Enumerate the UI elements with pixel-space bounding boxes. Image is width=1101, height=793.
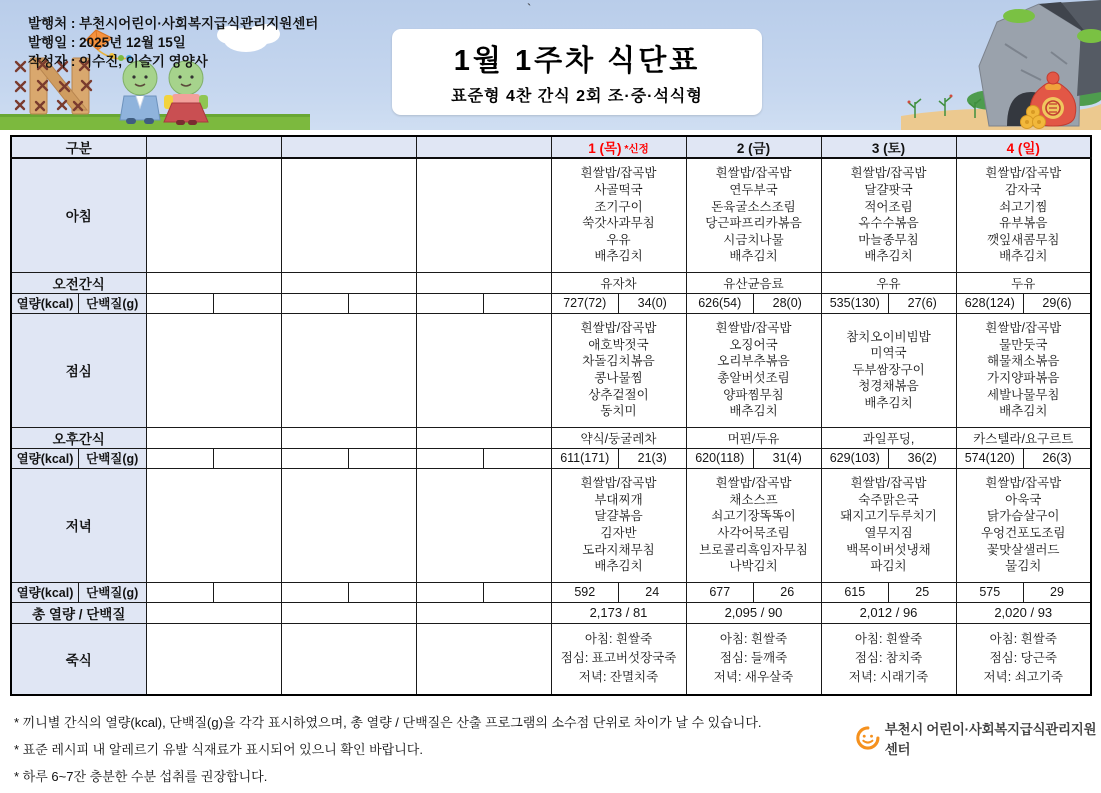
- pm-snack-3: [416, 427, 551, 448]
- row-label-lunch: 점심: [11, 313, 146, 427]
- day-label: 4 (일): [1006, 141, 1040, 156]
- total-value-6: 2,012 / 96: [821, 602, 956, 623]
- breakfast-menu-2: [281, 158, 416, 272]
- menu-item: 흰쌀밥/잡곡밥: [580, 166, 657, 181]
- day-header-4: [551, 136, 686, 158]
- menu-item: 차돌김치볶음: [582, 354, 655, 369]
- protein-value-5: 28(0): [754, 293, 822, 313]
- menu-item: 배추김치: [594, 249, 643, 264]
- porridge-row: [11, 623, 1091, 695]
- protein-value-4: 24: [619, 582, 687, 602]
- day-header-3: [416, 136, 551, 158]
- dinner-menu-6: [821, 468, 956, 582]
- author-line: 작성자 : 이수진, 이슬기 영양사: [28, 54, 208, 69]
- kcal-value-6: 629(103): [821, 448, 889, 468]
- menu-item: 조기구이: [594, 199, 643, 214]
- breakfast-menu-4: [551, 158, 686, 272]
- menu-item: 깻잎새콤무침: [987, 232, 1060, 247]
- breakfast-menu-1: [146, 158, 281, 272]
- kcal-value-7: 574(120): [956, 448, 1024, 468]
- protein-value-1: [214, 582, 282, 602]
- dinner-menu-1: [146, 468, 281, 582]
- menu-item: 흰쌀밥/잡곡밥: [715, 166, 792, 181]
- protein-value-7: 29(6): [1024, 293, 1092, 313]
- protein-value-4: 34(0): [619, 293, 687, 313]
- menu-item: 꽃맛살샐러드: [987, 542, 1060, 557]
- menu-item: 참치오이비빔밥: [846, 329, 931, 344]
- protein-value-6: 36(2): [889, 448, 957, 468]
- porridge-menu-3: [416, 623, 551, 695]
- total-value-4: 2,173 / 81: [551, 602, 686, 623]
- menu-item: 쇠고기장똑똑이: [711, 509, 796, 524]
- menu-item: 쇠고기찜: [999, 199, 1048, 214]
- protein-value-1: [214, 293, 282, 313]
- lunch-energy-row: [11, 448, 1091, 468]
- dinner-menu-3: [416, 468, 551, 582]
- protein-value-5: 26: [754, 582, 822, 602]
- row-label-dinner: 저녁: [11, 468, 146, 582]
- porridge-item: 저녁: 시래기죽: [848, 670, 929, 685]
- kcal-value-2: [281, 448, 349, 468]
- day-label: 3 (토): [871, 141, 906, 156]
- row-label-total: 총 열량 / 단백질: [11, 602, 146, 623]
- menu-item: 청경채볶음: [858, 379, 919, 394]
- porridge-item: 점심: 당근죽: [989, 651, 1057, 666]
- menu-item: 배추김치: [864, 249, 913, 264]
- am-snack-row: [11, 272, 1091, 293]
- day-header-6: [821, 136, 956, 158]
- kcal-value-4: 727(72): [551, 293, 619, 313]
- row-label-kcal: 열량(kcal): [11, 582, 79, 602]
- pm-snack-row: [11, 427, 1091, 448]
- porridge-item: 아침: 흰쌀죽: [854, 632, 923, 647]
- lunch-menu-1: [146, 313, 281, 427]
- pm-snack-5: 머핀/두유: [686, 427, 821, 448]
- menu-item: 달걀볶음: [594, 509, 643, 524]
- menu-item: 흰쌀밥/잡곡밥: [985, 321, 1062, 336]
- kcal-value-4: 611(171): [551, 448, 619, 468]
- pm-snack-6: 과일푸딩,: [821, 427, 956, 448]
- menu-item: 연두부국: [729, 183, 778, 198]
- kcal-value-7: 628(124): [956, 293, 1024, 313]
- dinner-row: [11, 468, 1091, 582]
- menu-item: 흰쌀밥/잡곡밥: [580, 321, 657, 336]
- porridge-item: 점심: 표고버섯장국죽: [560, 651, 677, 666]
- lunch-menu-4: [551, 313, 686, 427]
- menu-item: 양파찜무침: [723, 387, 784, 402]
- porridge-menu-6: [821, 623, 956, 695]
- menu-item: 당근파프리카볶음: [705, 216, 802, 231]
- smiley-face-icon: [856, 725, 880, 751]
- footnotes: [14, 712, 762, 793]
- menu-item: 감자국: [1005, 183, 1042, 198]
- total-value-1: [146, 602, 281, 623]
- total-value-7: 2,020 / 93: [956, 602, 1091, 623]
- day-header-7: [956, 136, 1091, 158]
- menu-item: 해물채소볶음: [987, 354, 1060, 369]
- protein-value-3: [484, 582, 552, 602]
- lunch-menu-2: [281, 313, 416, 427]
- row-label-protein: 단백질(g): [79, 448, 147, 468]
- porridge-item: 저녁: 쇠고기죽: [983, 670, 1063, 685]
- menu-item: 배추김치: [729, 404, 778, 419]
- menu-item: 배추김치: [999, 404, 1048, 419]
- kcal-value-7: 575: [956, 582, 1024, 602]
- menu-item: 세발나물무침: [987, 387, 1060, 402]
- menu-item: 오징어국: [729, 337, 778, 352]
- breakfast-menu-5: [686, 158, 821, 272]
- porridge-menu-2: [281, 623, 416, 695]
- kcal-value-3: [416, 293, 484, 313]
- porridge-item: 아침: 흰쌀죽: [719, 632, 788, 647]
- row-label-protein: 단백질(g): [79, 293, 147, 313]
- dinner-menu-7: [956, 468, 1091, 582]
- row-label-protein: 단백질(g): [79, 582, 147, 602]
- am-snack-3: [416, 272, 551, 293]
- table-header-row: [11, 136, 1091, 158]
- am-snack-7: 두유: [956, 272, 1091, 293]
- breakfast-menu-6: [821, 158, 956, 272]
- protein-value-5: 31(4): [754, 448, 822, 468]
- menu-item: 숙주맑은국: [858, 492, 919, 507]
- breakfast-menu-7: [956, 158, 1091, 272]
- porridge-menu-7: [956, 623, 1091, 695]
- row-label-kcal: 열량(kcal): [11, 448, 79, 468]
- row-label-am-snack: 오전간식: [11, 272, 146, 293]
- protein-value-2: [349, 293, 417, 313]
- menu-item: 유부볶음: [999, 216, 1048, 231]
- menu-item: 물김치: [1005, 559, 1042, 574]
- menu-item: 도라지채무침: [582, 542, 655, 557]
- protein-value-2: [349, 582, 417, 602]
- menu-item: 아욱국: [1005, 492, 1042, 507]
- am-snack-6: 우유: [821, 272, 956, 293]
- menu-item: 흰쌀밥/잡곡밥: [580, 476, 657, 491]
- dinner-menu-5: [686, 468, 821, 582]
- menu-item: 가지양파볶음: [987, 371, 1060, 385]
- kcal-value-1: [146, 448, 214, 468]
- pm-snack-4: 약식/둥굴레차: [551, 427, 686, 448]
- publication-info: [28, 14, 318, 71]
- menu-item: 상추겉절이: [588, 387, 649, 402]
- dinner-energy-row: [11, 582, 1091, 602]
- menu-item: 나박김치: [729, 559, 778, 574]
- row-label-porridge: 죽식: [11, 623, 146, 695]
- lunch-menu-7: [956, 313, 1091, 427]
- menu-item: 흰쌀밥/잡곡밥: [985, 476, 1062, 491]
- breakfast-row: [11, 158, 1091, 272]
- pm-snack-7: 카스텔라/요구르트: [956, 427, 1091, 448]
- publisher-line: 발행처 : 부천시어린이·사회복지급식관리지원센터: [28, 16, 319, 31]
- footer-logo: [856, 718, 1101, 758]
- menu-table: [10, 135, 1092, 696]
- protein-value-7: 26(3): [1024, 448, 1092, 468]
- menu-item: 오리부추볶음: [717, 354, 790, 369]
- page-subtitle: 표준형 4찬 간식 2회 조·중·석식형: [451, 88, 703, 105]
- porridge-item: 저녁: 잔멸치죽: [578, 670, 659, 685]
- kcal-value-5: 626(54): [686, 293, 754, 313]
- menu-item: 마늘종무침: [858, 232, 919, 247]
- breakfast-menu-3: [416, 158, 551, 272]
- day-note: *신정: [621, 143, 649, 155]
- protein-value-7: 29: [1024, 582, 1092, 602]
- kcal-value-1: [146, 293, 214, 313]
- lunch-menu-5: [686, 313, 821, 427]
- kcal-value-6: 615: [821, 582, 889, 602]
- kcal-value-6: 535(130): [821, 293, 889, 313]
- protein-value-1: [214, 448, 282, 468]
- am-snack-1: [146, 272, 281, 293]
- dinner-menu-4: [551, 468, 686, 582]
- lunch-menu-3: [416, 313, 551, 427]
- menu-item: 흰쌀밥/잡곡밥: [715, 476, 792, 491]
- total-value-2: [281, 602, 416, 623]
- menu-item: 물만둣국: [999, 337, 1048, 352]
- menu-item: 돼지고기두루치기: [840, 509, 937, 524]
- menu-item: 배추김치: [999, 249, 1048, 264]
- row-label-breakfast: 아침: [11, 158, 146, 272]
- porridge-item: 아침: 흰쌀죽: [989, 632, 1057, 647]
- dinner-menu-2: [281, 468, 416, 582]
- row-label-pm-snack: 오후간식: [11, 427, 146, 448]
- menu-item: 미역국: [870, 346, 907, 361]
- kcal-value-5: 677: [686, 582, 754, 602]
- menu-item: 콩나물찜: [594, 371, 643, 385]
- menu-item: 브로콜리흑임자무침: [699, 542, 808, 557]
- stray-mark: `: [527, 1, 532, 16]
- total-value-5: 2,095 / 90: [686, 602, 821, 623]
- menu-item: 우유: [606, 232, 631, 247]
- kcal-value-2: [281, 293, 349, 313]
- menu-item: 파김치: [870, 559, 907, 574]
- menu-item: 채소스프: [729, 492, 778, 507]
- day-label: 2 (금): [736, 141, 771, 156]
- menu-item: 시금치나물: [723, 232, 784, 247]
- kcal-value-3: [416, 448, 484, 468]
- menu-item: 사골떡국: [594, 183, 643, 198]
- porridge-item: 점심: 참치죽: [854, 651, 923, 666]
- breakfast-energy-row: [11, 293, 1091, 313]
- corner-header: 구분: [11, 136, 146, 158]
- menu-item: 달걀팟국: [864, 183, 913, 198]
- protein-value-3: [484, 448, 552, 468]
- kcal-value-5: 620(118): [686, 448, 754, 468]
- menu-item: 사각어묵조림: [717, 526, 790, 540]
- menu-item: 돈육굴소스조림: [711, 199, 796, 214]
- kcal-value-1: [146, 582, 214, 602]
- menu-item: 흰쌀밥/잡곡밥: [985, 166, 1062, 181]
- protein-value-3: [484, 293, 552, 313]
- menu-item: 동치미: [600, 404, 637, 419]
- porridge-item: 아침: 흰쌀죽: [584, 632, 653, 647]
- menu-item: 적어조림: [864, 199, 913, 214]
- day-label: 1 (목): [588, 141, 622, 156]
- menu-item: 배추김치: [594, 559, 643, 574]
- am-snack-2: [281, 272, 416, 293]
- footnote-line: * 표준 레시피 내 알레르기 유발 식재료가 표시되어 있으니 확인 바랍니다.: [14, 742, 423, 757]
- total-value-3: [416, 602, 551, 623]
- issue-date-line: 발행일 : 2025년 12월 15일: [28, 35, 186, 50]
- menu-item: 흰쌀밥/잡곡밥: [715, 321, 792, 336]
- pm-snack-1: [146, 427, 281, 448]
- porridge-menu-1: [146, 623, 281, 695]
- menu-item: 우엉건포도조림: [980, 526, 1066, 540]
- menu-item: 옥수수볶음: [858, 216, 919, 231]
- page-title: 1월 1주차 식단표: [453, 45, 701, 77]
- porridge-item: 점심: 들깨죽: [719, 651, 788, 666]
- menu-item: 쑥갓사과무침: [582, 216, 655, 231]
- footnote-line: * 하루 6~7잔 충분한 수분 섭취를 권장합니다.: [14, 769, 268, 784]
- am-snack-5: 유산균음료: [686, 272, 821, 293]
- header-banner: [0, 0, 1101, 130]
- menu-item: 배추김치: [729, 249, 778, 264]
- menu-item: 애호박젓국: [588, 337, 649, 352]
- day-header-1: [146, 136, 281, 158]
- footnote-line: * 끼니별 간식의 열량(kcal), 단백질(g)을 각각 표시하였으며, 총 열량 / 단백질은 산출 프로그램의 소수점 단위로 차이가 날 수 있습니다.: [14, 715, 762, 730]
- row-label-kcal: 열량(kcal): [11, 293, 79, 313]
- kcal-value-4: 592: [551, 582, 619, 602]
- day-header-2: [281, 136, 416, 158]
- total-row: [11, 602, 1091, 623]
- right-illustration: [901, 0, 1101, 130]
- menu-item: 총알버섯조림: [717, 371, 790, 385]
- menu-item: 열무지짐: [864, 526, 913, 540]
- pm-snack-2: [281, 427, 416, 448]
- kcal-value-3: [416, 582, 484, 602]
- protein-value-6: 25: [889, 582, 957, 602]
- menu-item: 백목이버섯냉채: [846, 542, 931, 557]
- menu-item: 두부쌈장구이: [852, 362, 925, 377]
- protein-value-2: [349, 448, 417, 468]
- lunch-menu-6: [821, 313, 956, 427]
- am-snack-4: 유자차: [551, 272, 686, 293]
- menu-item: 흰쌀밥/잡곡밥: [850, 476, 927, 491]
- protein-value-6: 27(6): [889, 293, 957, 313]
- menu-item: 김자반: [600, 526, 637, 540]
- porridge-item: 저녁: 새우살죽: [713, 670, 794, 685]
- day-header-5: [686, 136, 821, 158]
- menu-item: 흰쌀밥/잡곡밥: [850, 166, 927, 181]
- menu-item: 배추김치: [864, 395, 913, 410]
- title-box: [392, 29, 762, 115]
- menu-item: 닭가슴살구이: [987, 509, 1060, 524]
- menu-item: 부대찌개: [594, 492, 643, 507]
- kcal-value-2: [281, 582, 349, 602]
- protein-value-4: 21(3): [619, 448, 687, 468]
- lunch-row: [11, 313, 1091, 427]
- porridge-menu-5: [686, 623, 821, 695]
- footer-logo-text: 부천시 어린이·사회복지급식관리지원센터: [884, 722, 1097, 757]
- porridge-menu-4: [551, 623, 686, 695]
